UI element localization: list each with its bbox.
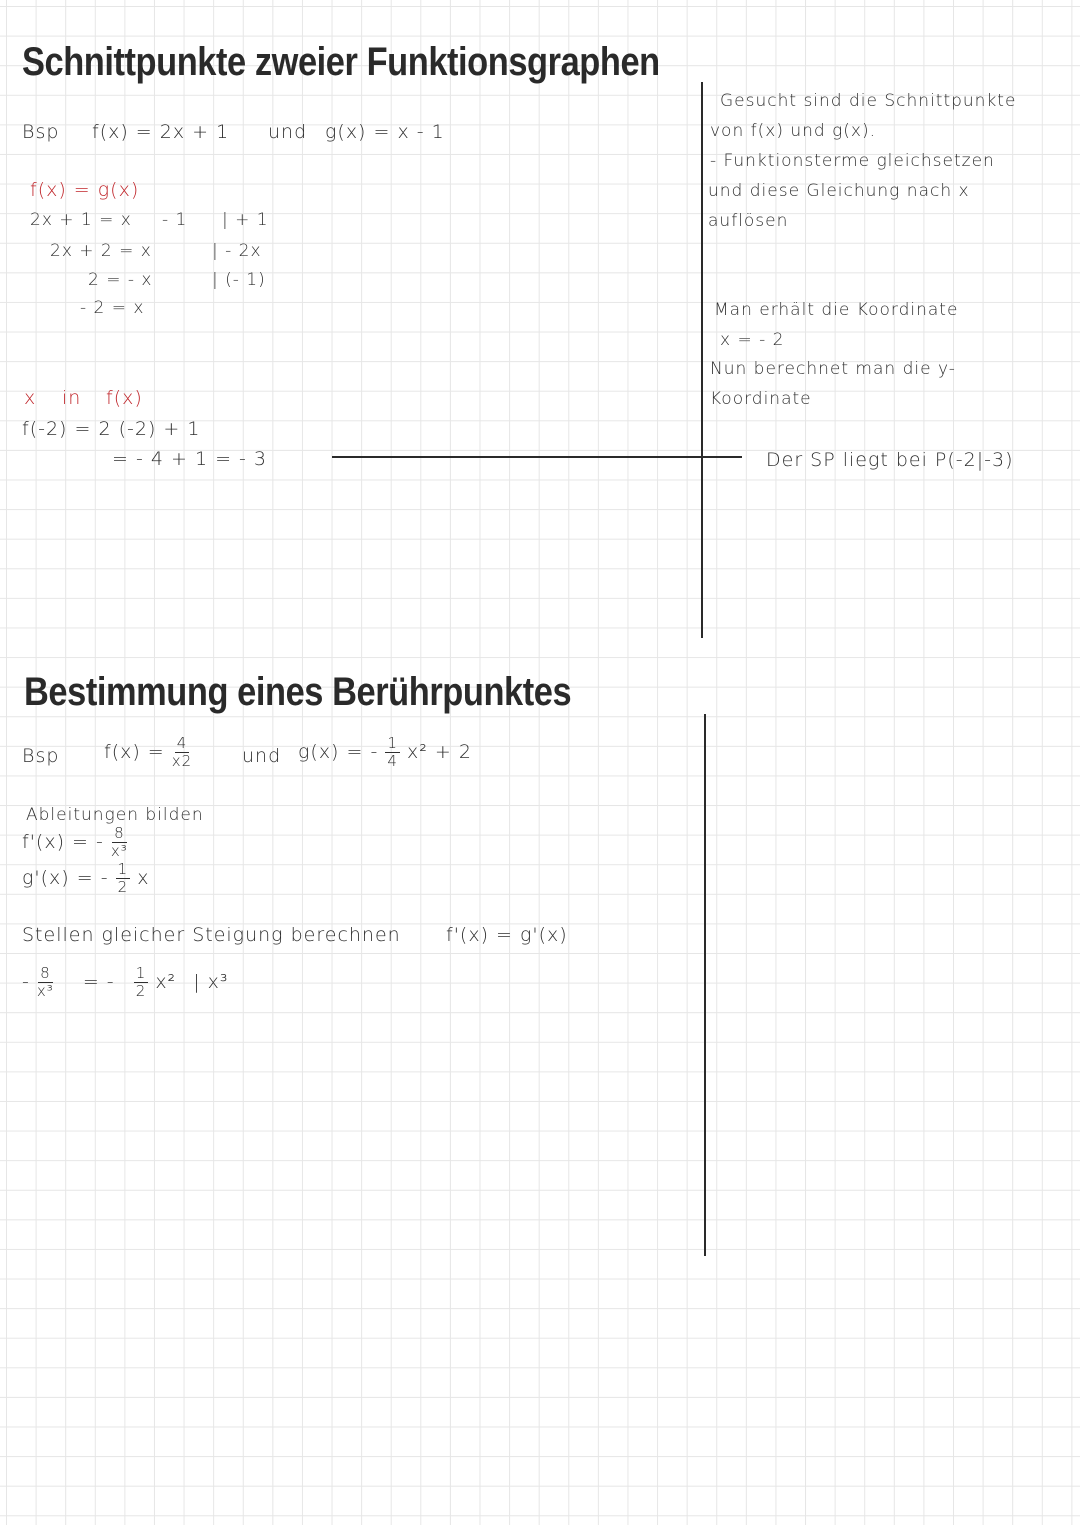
- slope-equals: = -: [82, 971, 115, 993]
- example2-und: und: [242, 745, 282, 767]
- derivative-f-fraction: [111, 826, 128, 859]
- insert-line2: = - 4 + 1 = - 3: [112, 448, 268, 470]
- example2-f-numerator: 4: [176, 734, 188, 752]
- example2-g: [298, 736, 472, 769]
- calc-row2-note: | - 2x: [212, 241, 262, 261]
- insert-line1: f(-2) = 2 (-2) + 1: [22, 418, 201, 440]
- derivative-f: [22, 826, 128, 859]
- slope-lhs-numerator: 8: [40, 964, 51, 982]
- note1-line2: von f(x) und g(x).: [710, 121, 877, 141]
- slope-condition: f'(x) = g'(x): [446, 924, 568, 946]
- slope-rhs-numerator: 1: [135, 964, 147, 982]
- example2-g-fraction: [385, 736, 400, 769]
- calc-row3-note: | (- 1): [212, 270, 266, 290]
- insert-x: x: [24, 387, 37, 409]
- example-f: f(x) = 2x + 1: [92, 121, 230, 143]
- example2-label: Bsp: [22, 745, 60, 767]
- derivative-g: [22, 862, 149, 895]
- note1-line1: Gesucht sind die Schnittpunkte: [720, 91, 1017, 111]
- derivative-g-fraction: [116, 862, 131, 895]
- calc-row1-note: | + 1: [222, 210, 269, 230]
- calc-row4-eq: - 2 = x: [80, 298, 145, 318]
- section1-title: Schnittpunkte zweier Funktionsgraphen: [22, 40, 660, 84]
- example2-f-fraction: [172, 736, 192, 769]
- example-und: und: [268, 121, 308, 143]
- derivative-g-lhs: g'(x) = -: [22, 867, 109, 889]
- derivative-g-numerator: 1: [117, 860, 129, 878]
- section2-divider: [704, 714, 706, 1256]
- derivative-f-lhs: f'(x) = -: [22, 831, 104, 853]
- calc-row3-eq: 2 = - x: [88, 270, 153, 290]
- example2-f-denominator: x2: [171, 752, 193, 770]
- section2-title: Bestimmung eines Berührpunktes: [24, 670, 572, 714]
- note1-line3: - Funktionsterme gleichsetzen: [710, 151, 995, 171]
- note1-line4: und diese Gleichung nach x: [708, 181, 970, 201]
- result-connector-line: [332, 456, 742, 458]
- set-equal: f(x) = g(x): [30, 179, 140, 201]
- derivative-g-denominator: 2: [117, 878, 129, 896]
- slope-rhs-rest: x²: [155, 971, 177, 993]
- derivative-g-rest: x: [137, 867, 150, 889]
- insert-in: in: [62, 387, 82, 409]
- slope-rhs-denominator: 2: [135, 982, 147, 1000]
- calc-row2-eq: 2x + 2 = x: [50, 241, 152, 261]
- slope-text: Stellen gleicher Steigung berechnen: [22, 924, 401, 946]
- derivatives-heading: Ableitungen bilden: [26, 805, 204, 825]
- slope-lhs-sign: -: [22, 971, 30, 993]
- note2-line3: Nun berechnet man die y-: [710, 359, 956, 379]
- example2-f: [104, 736, 192, 769]
- example-g: g(x) = x - 1: [325, 121, 445, 143]
- slope-lhs-fraction: [37, 966, 54, 999]
- insert-f: f(x): [106, 387, 143, 409]
- note2-line1: Man erhält die Koordinate: [714, 300, 959, 320]
- calc-row1-eq: 2x + 1 = x: [30, 210, 132, 230]
- note1-line5: auflösen: [708, 211, 789, 231]
- slope-lhs-denominator: x³: [36, 982, 54, 1000]
- slope-rhs-fraction: [134, 966, 149, 999]
- example-label: Bsp: [22, 121, 60, 143]
- slope-equation: [22, 966, 229, 999]
- example2-g-rest: x² + 2: [406, 741, 472, 763]
- note2-line2: x = - 2: [720, 330, 785, 350]
- derivative-f-denominator: x³: [110, 842, 128, 860]
- example2-g-numerator: 1: [387, 734, 398, 752]
- calc-row1-op: - 1: [162, 210, 188, 230]
- example2-f-lhs: f(x) =: [104, 741, 165, 763]
- example2-g-denominator: 4: [387, 752, 398, 770]
- derivative-f-numerator: 8: [114, 824, 125, 842]
- slope-note: | x³: [193, 971, 229, 993]
- note2-line4: Koordinate: [710, 389, 812, 409]
- result-note: Der SP liegt bei P(-2|-3): [766, 449, 1014, 471]
- example2-g-lhs: g(x) = -: [298, 741, 379, 763]
- section1-divider: [701, 82, 703, 638]
